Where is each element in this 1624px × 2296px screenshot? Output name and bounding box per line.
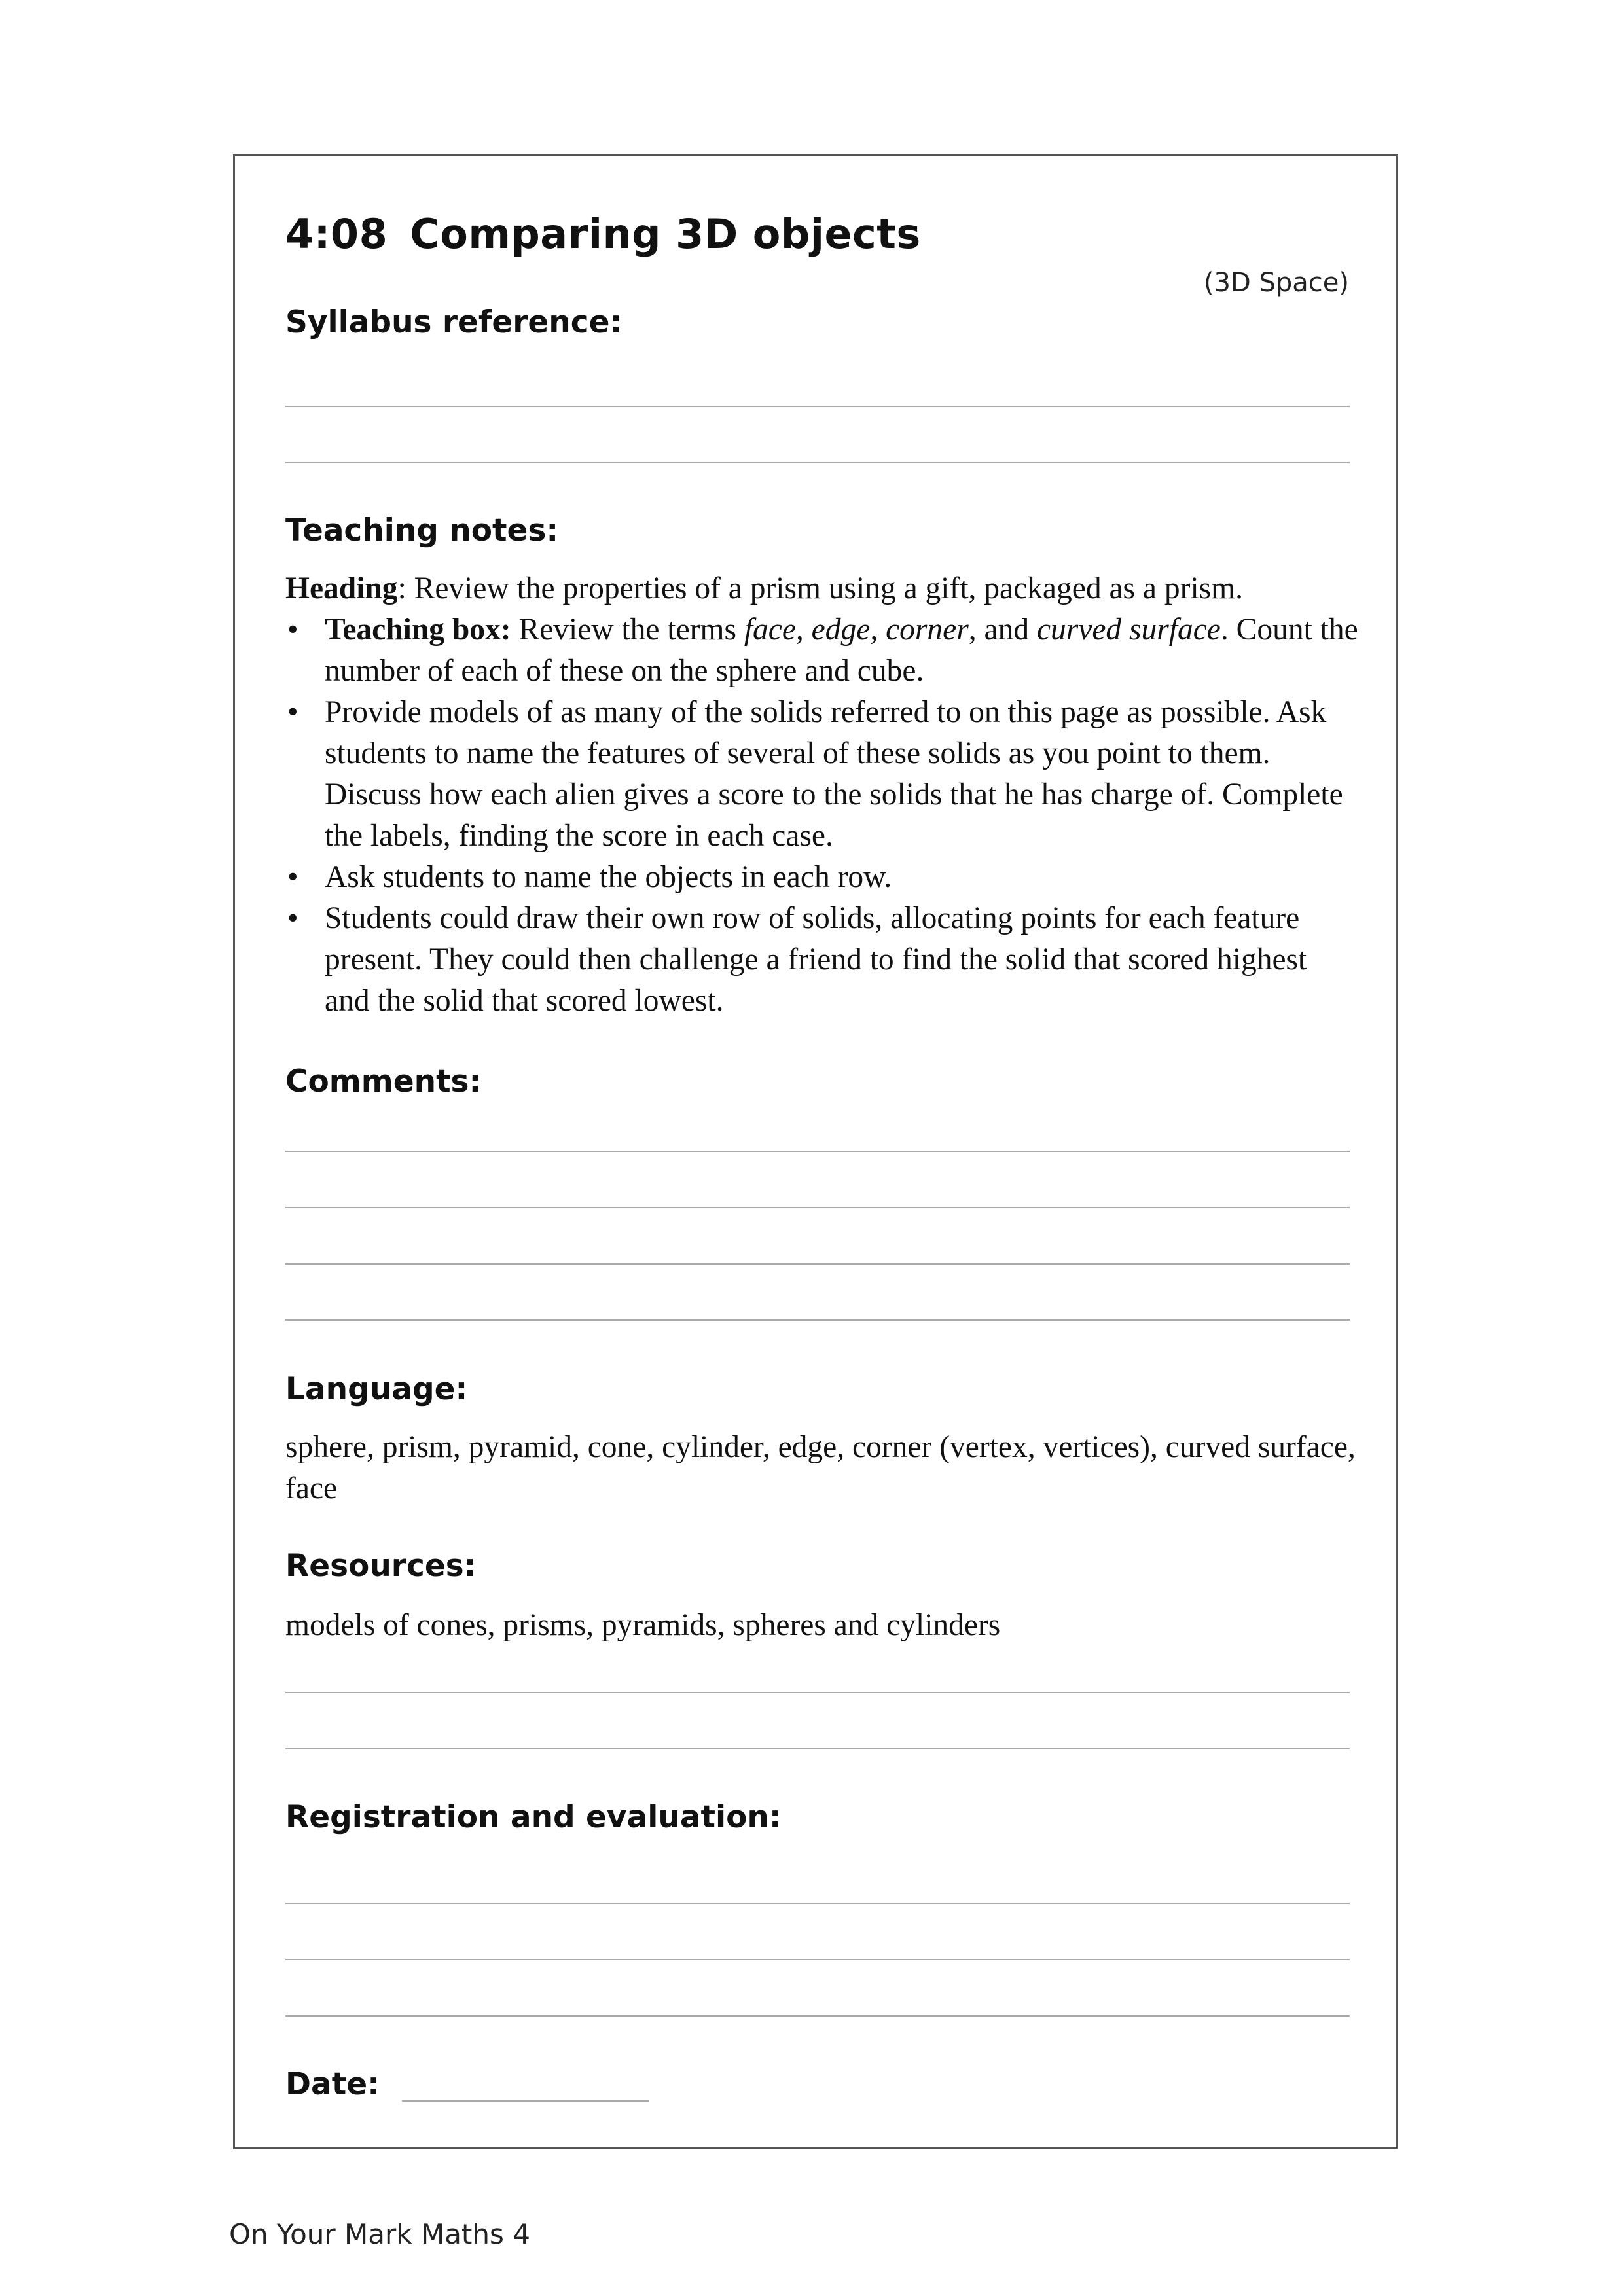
comments-line-1 xyxy=(285,1151,1350,1152)
bullet1-terms: face, edge, corner xyxy=(744,613,969,647)
lesson-title: Comparing 3D objects xyxy=(410,210,921,258)
bullet1-mid: , and xyxy=(968,613,1037,647)
syllabus-line-1 xyxy=(285,406,1350,407)
teaching-notes-body xyxy=(285,568,1359,1022)
comments-heading: Comments: xyxy=(285,1064,482,1100)
teaching-bullet-1 xyxy=(285,609,1359,692)
comments-line-4 xyxy=(285,1319,1350,1321)
page-frame xyxy=(233,154,1398,2149)
page-title xyxy=(285,208,921,260)
bullet1-pre: Review the terms xyxy=(511,613,744,647)
language-heading: Language: xyxy=(285,1371,468,1407)
syllabus-line-2 xyxy=(285,462,1350,463)
registration-line-2 xyxy=(285,1959,1350,1960)
bullet-marker: • xyxy=(287,695,298,729)
registration-line-3 xyxy=(285,2015,1350,2017)
bullet-marker: • xyxy=(287,613,298,647)
lesson-number: 4:08 xyxy=(285,210,388,258)
comments-line-2 xyxy=(285,1207,1350,1208)
bullet-marker: • xyxy=(287,860,298,894)
footer-book-title: On Your Mark Maths 4 xyxy=(229,2218,530,2250)
bullet3-text: Ask students to name the objects in each row. xyxy=(325,860,892,894)
resources-line-2 xyxy=(285,1748,1350,1749)
syllabus-heading: Syllabus reference: xyxy=(285,304,623,340)
resources-line-1 xyxy=(285,1692,1350,1693)
language-text: sphere, prism, pyramid, cone, cylinder, edge, corner (vertex, vertices), curved surface, face xyxy=(285,1430,1356,1505)
teaching-notes-heading: Teaching notes: xyxy=(285,512,559,548)
date-line xyxy=(402,2100,649,2102)
bullet-marker: • xyxy=(287,901,298,935)
date-label: Date: xyxy=(285,2066,380,2102)
teaching-bullet-2 xyxy=(285,692,1359,857)
intro-label: Heading xyxy=(285,571,398,605)
resources-heading: Resources: xyxy=(285,1548,477,1584)
bullet2-text: Provide models of as many of the solids referred to on this page as possible. Ask students to name the features of several of these solids as you point to them. Discuss how each alien gives a score to the solids that he has charge of. Complete the labels, finding the score in each case. xyxy=(325,695,1343,853)
teaching-bullet-3 xyxy=(285,857,1359,898)
comments-line-3 xyxy=(285,1263,1350,1265)
bullet1-term2: curved surface xyxy=(1036,613,1221,647)
teaching-bullet-4 xyxy=(285,898,1359,1022)
registration-line-1 xyxy=(285,1903,1350,1904)
registration-heading: Registration and evaluation: xyxy=(285,1799,782,1835)
intro-text: : Review the properties of a prism using a gift, packaged as a prism. xyxy=(397,571,1243,605)
strand-label: (3D Space) xyxy=(1203,268,1349,298)
teaching-bullets xyxy=(285,609,1359,1022)
bullet1-post: . Count the number of each of these on the sphere and cube. xyxy=(325,613,1358,688)
teaching-intro xyxy=(285,568,1359,609)
bullet1-label: Teaching box: xyxy=(325,613,511,647)
resources-text: models of cones, prisms, pyramids, spheres and cylinders xyxy=(285,1608,1001,1642)
bullet4-text: Students could draw their own row of solids, allocating points for each feature present. They could then challenge a friend to find the solid that scored highest and the solid that scored lowest. xyxy=(325,901,1307,1018)
